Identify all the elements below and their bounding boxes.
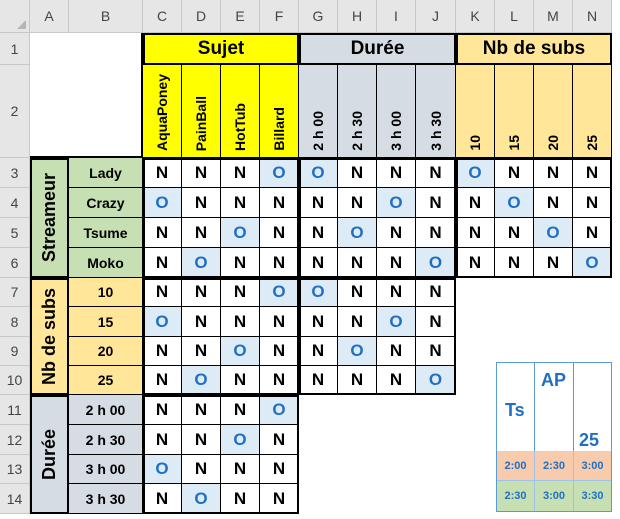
row-header-2[interactable]: 2 bbox=[0, 65, 30, 158]
grid-cell[interactable]: O bbox=[143, 307, 182, 337]
grid-cell[interactable]: O bbox=[182, 484, 221, 514]
grid-cell[interactable]: N bbox=[299, 188, 338, 218]
grid-cell[interactable]: O bbox=[260, 278, 299, 307]
grid-cell[interactable]: N bbox=[221, 158, 260, 188]
grid-cell[interactable]: O bbox=[221, 337, 260, 366]
grid-cell[interactable]: O bbox=[143, 455, 182, 484]
row-label-streamer-1: Crazy bbox=[69, 188, 143, 218]
grid-cell[interactable]: O bbox=[534, 218, 573, 248]
grid-cell[interactable]: N bbox=[143, 218, 182, 248]
grid-cell[interactable]: O bbox=[573, 248, 612, 278]
grid-cell[interactable]: N bbox=[299, 218, 338, 248]
grid-cell[interactable]: N bbox=[221, 484, 260, 514]
grid-cell[interactable]: N bbox=[182, 278, 221, 307]
grid-cell[interactable]: N bbox=[338, 366, 377, 395]
subheader-sujet-2 bbox=[221, 65, 260, 158]
summary-divider-2 bbox=[573, 363, 574, 451]
grid-cell[interactable]: N bbox=[416, 307, 456, 337]
column-header-c[interactable]: C bbox=[143, 0, 182, 33]
grid-cell[interactable]: N bbox=[221, 188, 260, 218]
grid-cell[interactable]: N bbox=[260, 188, 299, 218]
grid-cell[interactable]: N bbox=[495, 248, 534, 278]
subheader-label: PainBall bbox=[193, 95, 209, 151]
grid-cell[interactable]: N bbox=[299, 366, 338, 395]
subheader-label: 15 bbox=[506, 135, 522, 151]
grid-cell[interactable]: N bbox=[260, 425, 299, 455]
column-header-j[interactable]: J bbox=[416, 0, 456, 33]
grid-cell[interactable]: N bbox=[299, 307, 338, 337]
grid-cell[interactable]: N bbox=[495, 158, 534, 188]
row-header-4[interactable]: 4 bbox=[0, 188, 30, 218]
side-label-subs: Nb de subs bbox=[39, 287, 59, 385]
grid-cell[interactable]: N bbox=[260, 218, 299, 248]
grid-cell[interactable]: O bbox=[221, 218, 260, 248]
side-group-duree bbox=[30, 395, 69, 514]
grid-cell[interactable]: N bbox=[456, 188, 495, 218]
column-header-a[interactable]: A bbox=[30, 0, 69, 33]
subheader-label: AquaPoney bbox=[154, 73, 170, 151]
grid-cell[interactable]: N bbox=[143, 278, 182, 307]
grid-cell[interactable]: N bbox=[182, 307, 221, 337]
row-header-10[interactable]: 10 bbox=[0, 366, 30, 395]
summary-r1-c2: 2:30 bbox=[535, 451, 574, 481]
grid-cell[interactable]: N bbox=[260, 455, 299, 484]
column-header-m[interactable]: M bbox=[534, 0, 573, 33]
grid-cell[interactable]: O bbox=[377, 307, 416, 337]
subheader-duree-0 bbox=[299, 65, 338, 158]
side-label-duree: Durée bbox=[39, 428, 59, 481]
grid-cell[interactable]: N bbox=[143, 425, 182, 455]
row-header-6[interactable]: 6 bbox=[0, 248, 30, 278]
grid-cell[interactable]: N bbox=[573, 188, 612, 218]
grid-cell[interactable]: N bbox=[299, 337, 338, 366]
grid-cell[interactable]: N bbox=[338, 158, 377, 188]
row-label-duree-0: 2 h 00 bbox=[69, 395, 143, 425]
subheader-label: 20 bbox=[545, 135, 561, 151]
summary-r1-c3: 3:00 bbox=[574, 451, 611, 481]
subheader-duree-2 bbox=[377, 65, 416, 158]
summary-num: 25 bbox=[579, 430, 600, 450]
grid-cell[interactable]: O bbox=[456, 158, 495, 188]
grid-cell[interactable]: N bbox=[182, 395, 221, 425]
subheader-label: 3 h 30 bbox=[427, 111, 444, 151]
grid-cell[interactable]: N bbox=[260, 366, 299, 395]
subheader-subs-0 bbox=[456, 65, 495, 158]
grid-cell[interactable]: N bbox=[338, 307, 377, 337]
grid-cell[interactable]: N bbox=[377, 248, 416, 278]
grid-cell[interactable]: O bbox=[338, 337, 377, 366]
subheader-label: 10 bbox=[467, 135, 483, 151]
column-header-k[interactable]: K bbox=[456, 0, 495, 33]
grid-cell[interactable]: N bbox=[338, 278, 377, 307]
empty-a1-b2[interactable] bbox=[30, 33, 143, 158]
row-header-9[interactable]: 9 bbox=[0, 337, 30, 366]
grid-cell[interactable]: N bbox=[182, 337, 221, 366]
grid-cell[interactable]: N bbox=[143, 248, 182, 278]
grid-cell[interactable]: N bbox=[221, 248, 260, 278]
subheader-sujet-3 bbox=[260, 65, 299, 158]
subheader-subs-3 bbox=[573, 65, 612, 158]
subheader-label: HotTub bbox=[232, 103, 248, 151]
row-header-14[interactable]: 14 bbox=[0, 484, 30, 514]
side-label-streameur: Streameur bbox=[39, 173, 59, 263]
subheader-label: 3 h 00 bbox=[388, 111, 404, 151]
subheader-subs-2 bbox=[534, 65, 573, 158]
subheader-label: Billard bbox=[271, 107, 287, 151]
grid-cell[interactable]: O bbox=[416, 366, 456, 395]
grid-cell[interactable]: O bbox=[182, 366, 221, 395]
grid-cell[interactable]: N bbox=[182, 455, 221, 484]
grid-cell[interactable]: N bbox=[534, 188, 573, 218]
grid-cell[interactable]: N bbox=[534, 158, 573, 188]
grid-cell[interactable]: N bbox=[456, 218, 495, 248]
subheader-duree-3 bbox=[416, 65, 456, 158]
grid-cell[interactable]: N bbox=[573, 158, 612, 188]
row-header-13[interactable]: 13 bbox=[0, 455, 30, 484]
grid-cell[interactable]: N bbox=[534, 248, 573, 278]
grid-cell[interactable]: N bbox=[299, 248, 338, 278]
grid-cell[interactable]: O bbox=[377, 188, 416, 218]
grid-cell[interactable]: N bbox=[143, 158, 182, 188]
subheader-subs-1 bbox=[495, 65, 534, 158]
grid-cell[interactable]: N bbox=[221, 307, 260, 337]
grid-cell[interactable]: O bbox=[260, 158, 299, 188]
grid-cell[interactable]: N bbox=[221, 278, 260, 307]
row-header-5[interactable]: 5 bbox=[0, 218, 30, 248]
grid-cell[interactable]: N bbox=[416, 278, 456, 307]
grid-cell[interactable]: N bbox=[260, 307, 299, 337]
grid-cell[interactable]: N bbox=[338, 248, 377, 278]
grid-cell[interactable]: N bbox=[221, 455, 260, 484]
grid-cell[interactable]: N bbox=[182, 158, 221, 188]
grid-cell[interactable]: N bbox=[456, 248, 495, 278]
subheader-label: 2 h 30 bbox=[349, 111, 365, 151]
group-header-duree: Durée bbox=[299, 33, 456, 65]
column-header-b[interactable]: B bbox=[69, 0, 143, 33]
subheader-sujet-0 bbox=[143, 65, 182, 158]
grid-cell[interactable]: N bbox=[377, 337, 416, 366]
row-label-streamer-2: Tsume bbox=[69, 218, 143, 248]
row-label-subs-0: 10 bbox=[69, 278, 143, 307]
grid-cell[interactable]: N bbox=[260, 248, 299, 278]
row-label-streamer-3: Moko bbox=[69, 248, 143, 278]
grid-cell[interactable]: N bbox=[143, 366, 182, 395]
column-header-f[interactable]: F bbox=[260, 0, 299, 33]
row-header-7[interactable]: 7 bbox=[0, 278, 30, 307]
grid-cell[interactable]: N bbox=[182, 218, 221, 248]
grid-cell[interactable]: O bbox=[416, 248, 456, 278]
column-header-l[interactable]: L bbox=[495, 0, 534, 33]
grid-cell[interactable]: N bbox=[573, 218, 612, 248]
grid-cell[interactable]: N bbox=[416, 337, 456, 366]
column-header-g[interactable]: G bbox=[299, 0, 338, 33]
group-header-sujet: Sujet bbox=[143, 33, 299, 65]
grid-cell[interactable]: N bbox=[377, 366, 416, 395]
summary-box[interactable] bbox=[496, 362, 612, 512]
grid-cell[interactable]: N bbox=[377, 278, 416, 307]
grid-cell[interactable]: O bbox=[221, 425, 260, 455]
row-label-duree-3: 3 h 30 bbox=[69, 484, 143, 514]
grid-cell[interactable]: O bbox=[299, 158, 338, 188]
grid-cell[interactable]: N bbox=[143, 395, 182, 425]
grid-cell[interactable]: O bbox=[182, 248, 221, 278]
grid-cell[interactable]: N bbox=[377, 218, 416, 248]
row-label-subs-2: 20 bbox=[69, 337, 143, 366]
summary-divider-1 bbox=[534, 363, 535, 451]
grid-cell[interactable]: N bbox=[260, 337, 299, 366]
side-group-streameur bbox=[30, 158, 69, 278]
side-group-subs bbox=[30, 278, 69, 395]
subheader-label: 25 bbox=[584, 135, 600, 151]
subheader-duree-1 bbox=[338, 65, 377, 158]
row-header-1[interactable]: 1 bbox=[0, 33, 30, 65]
grid-cell[interactable]: N bbox=[377, 158, 416, 188]
select-all-corner[interactable] bbox=[0, 0, 30, 33]
grid-cell[interactable]: N bbox=[416, 188, 456, 218]
column-header-d[interactable]: D bbox=[182, 0, 221, 33]
group-header-subs: Nb de subs bbox=[456, 33, 612, 65]
column-header-e[interactable]: E bbox=[221, 0, 260, 33]
summary-ts: Ts bbox=[505, 400, 525, 420]
grid-cell[interactable]: N bbox=[338, 188, 377, 218]
grid-cell[interactable]: O bbox=[260, 395, 299, 425]
column-header-h[interactable]: H bbox=[338, 0, 377, 33]
grid-cell[interactable]: N bbox=[182, 425, 221, 455]
grid-cell[interactable]: N bbox=[182, 188, 221, 218]
grid-cell[interactable]: N bbox=[260, 484, 299, 514]
row-label-duree-1: 2 h 30 bbox=[69, 425, 143, 455]
row-header-11[interactable]: 11 bbox=[0, 395, 30, 425]
column-header-i[interactable]: I bbox=[377, 0, 416, 33]
row-header-3[interactable]: 3 bbox=[0, 158, 30, 188]
grid-cell[interactable]: O bbox=[299, 278, 338, 307]
summary-r1-c1: 2:00 bbox=[497, 451, 535, 481]
grid-cell[interactable]: O bbox=[495, 188, 534, 218]
row-label-subs-3: 25 bbox=[69, 366, 143, 395]
row-label-duree-2: 3 h 00 bbox=[69, 455, 143, 484]
grid-cell[interactable]: N bbox=[495, 218, 534, 248]
grid-cell[interactable]: N bbox=[416, 158, 456, 188]
grid-cell[interactable]: N bbox=[143, 337, 182, 366]
grid-cell[interactable]: O bbox=[338, 218, 377, 248]
summary-r2-c3: 3:30 bbox=[574, 481, 611, 511]
summary-r2-c2: 3:00 bbox=[535, 481, 574, 511]
row-label-streamer-0: Lady bbox=[69, 158, 143, 188]
grid-cell[interactable]: N bbox=[221, 395, 260, 425]
summary-r2-c1: 2:30 bbox=[497, 481, 535, 511]
subheader-sujet-1 bbox=[182, 65, 221, 158]
summary-ap: AP bbox=[541, 370, 567, 390]
column-header-n[interactable]: N bbox=[573, 0, 612, 33]
grid-cell[interactable]: N bbox=[221, 366, 260, 395]
subheader-label: 2 h 00 bbox=[310, 111, 326, 151]
grid-cell[interactable]: N bbox=[143, 484, 182, 514]
row-header-8[interactable]: 8 bbox=[0, 307, 30, 337]
grid-cell[interactable]: O bbox=[143, 188, 182, 218]
grid-cell[interactable]: N bbox=[416, 218, 456, 248]
row-label-subs-1: 15 bbox=[69, 307, 143, 337]
row-header-12[interactable]: 12 bbox=[0, 425, 30, 455]
